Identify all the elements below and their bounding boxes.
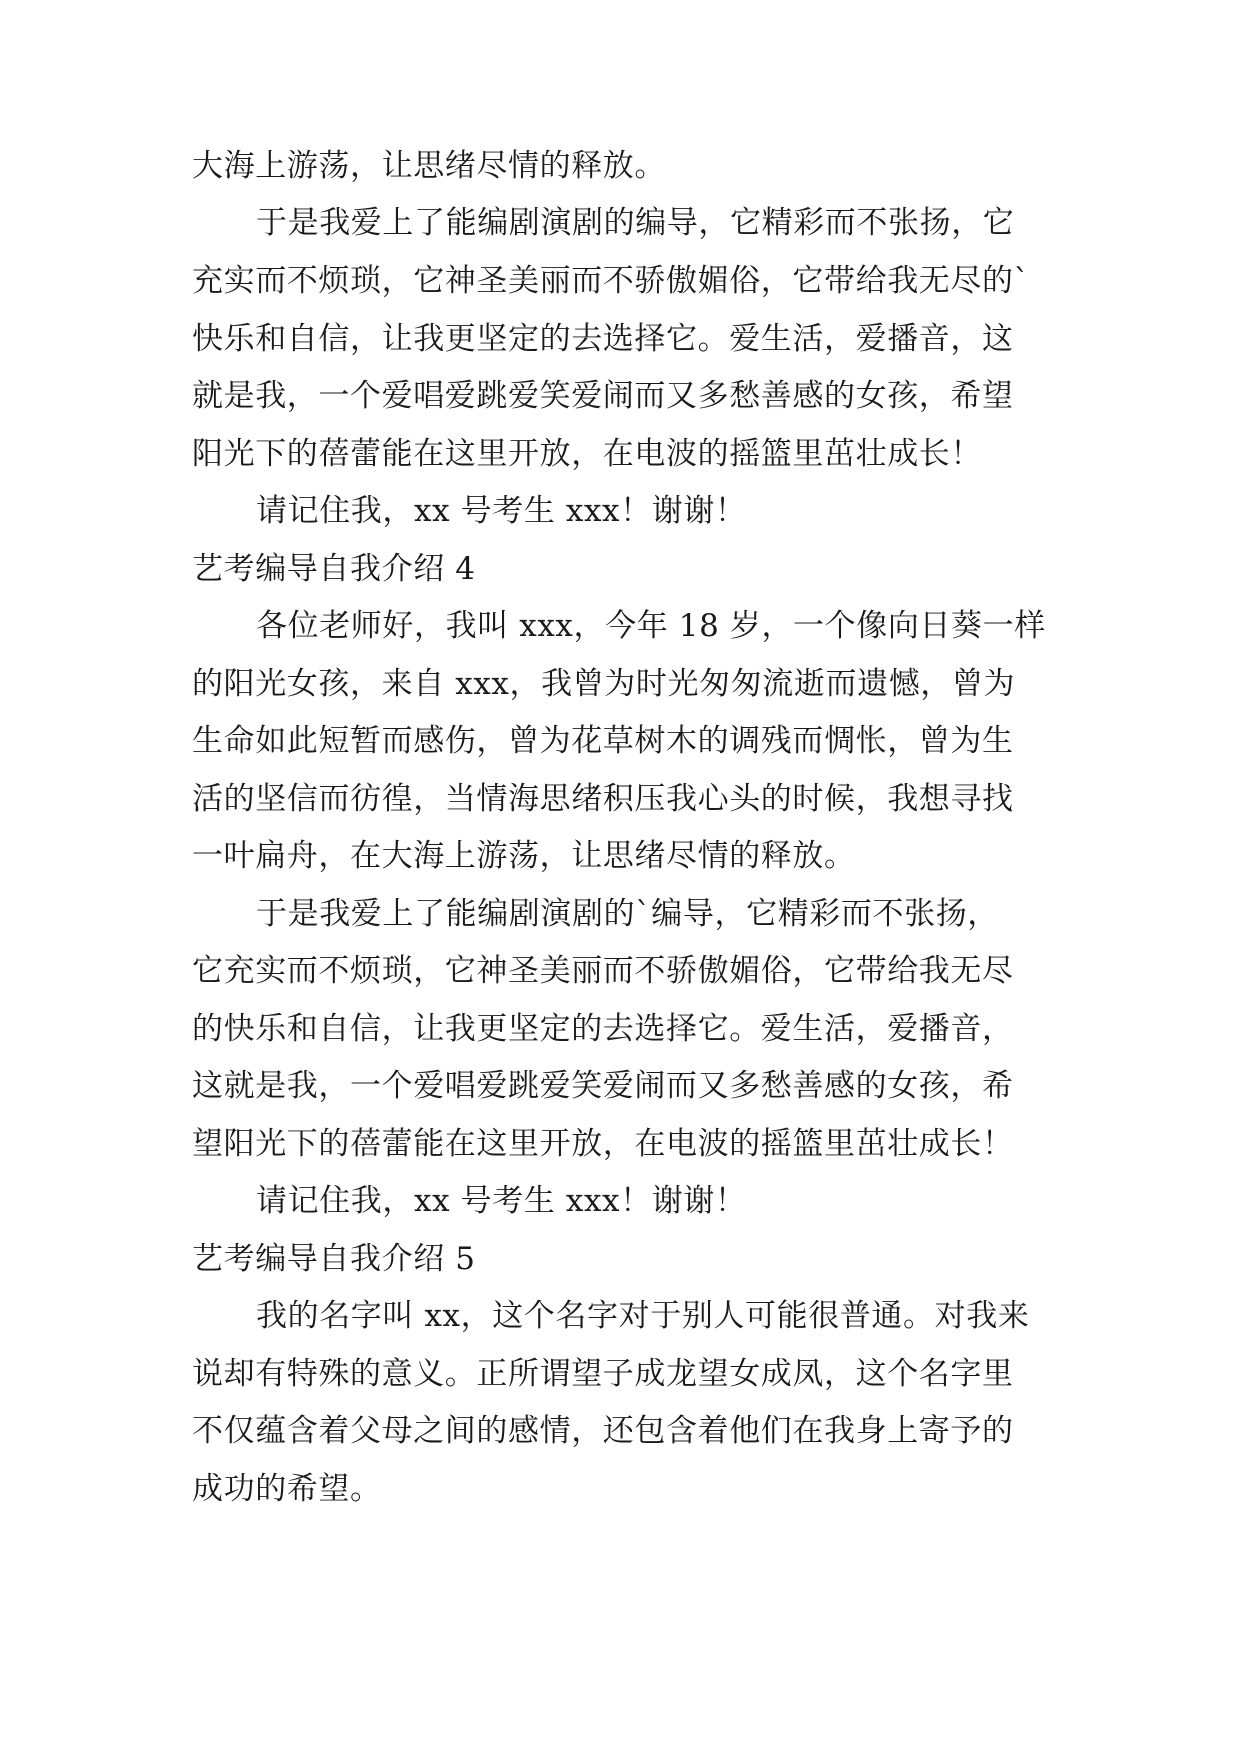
- paragraph-line: 一叶扁舟，在大海上游荡，让思绪尽情的释放。: [192, 838, 856, 874]
- paragraph-line: 的阳光女孩，来自 xxx，我曾为时光匆匆流逝而遗憾，曾为: [192, 666, 1016, 702]
- paragraph-line: 于是我爱上了能编剧演剧的编导，它精彩而不张扬，它: [256, 205, 1015, 241]
- paragraph-line: 请记住我，xx 号考生 xxx！谢谢！: [256, 493, 747, 529]
- paragraph-line: 请记住我，xx 号考生 xxx！谢谢！: [256, 1183, 747, 1219]
- paragraph-line: 说却有特殊的意义。正所谓望子成龙望女成凤，这个名字里: [192, 1356, 1014, 1392]
- paragraph-line: 成功的希望。: [192, 1471, 382, 1507]
- paragraph-line: 活的坚信而彷徨，当情海思绪积压我心头的时候，我想寻找: [192, 781, 1014, 817]
- paragraph-line: 的快乐和自信，让我更坚定的去选择它。爱生活，爱播音，: [192, 1011, 1014, 1047]
- paragraph-line: 它充实而不烦琐，它神圣美丽而不骄傲媚俗，它带给我无尽: [192, 953, 1014, 989]
- section-heading: 艺考编导自我介绍 4: [192, 551, 476, 587]
- paragraph-line: 这就是我，一个爱唱爱跳爱笑爱闹而又多愁善感的女孩，希: [192, 1068, 1014, 1104]
- paragraph-line: 我的名字叫 xx，这个名字对于别人可能很普通。对我来: [256, 1298, 1030, 1334]
- paragraph-line: 生命如此短暂而感伤，曾为花草树木的调残而惆怅，曾为生: [192, 723, 1014, 759]
- paragraph-line: 快乐和自信，让我更坚定的去选择它。爱生活，爱播音，这: [192, 321, 1014, 357]
- paragraph-line: 望阳光下的蓓蕾能在这里开放，在电波的摇篮里茁壮成长！: [192, 1126, 1014, 1162]
- paragraph-line: 阳光下的蓓蕾能在这里开放，在电波的摇篮里茁壮成长！: [192, 436, 982, 472]
- section-heading: 艺考编导自我介绍 5: [192, 1241, 476, 1277]
- paragraph-line: 各位老师好，我叫 xxx，今年 18 岁，一个像向日葵一样: [256, 608, 1046, 644]
- paragraph-line: 充实而不烦琐，它神圣美丽而不骄傲媚俗，它带给我无尽的`: [192, 263, 1030, 299]
- paragraph-line: 于是我爱上了能编剧演剧的`编导，它精彩而不张扬，: [256, 896, 999, 932]
- paragraph-line: 大海上游荡，让思绪尽情的释放。: [192, 148, 666, 184]
- paragraph-line: 不仅蕴含着父母之间的感情，还包含着他们在我身上寄予的: [192, 1413, 1014, 1449]
- paragraph-line: 就是我，一个爱唱爱跳爱笑爱闹而又多愁善感的女孩，希望: [192, 378, 1014, 414]
